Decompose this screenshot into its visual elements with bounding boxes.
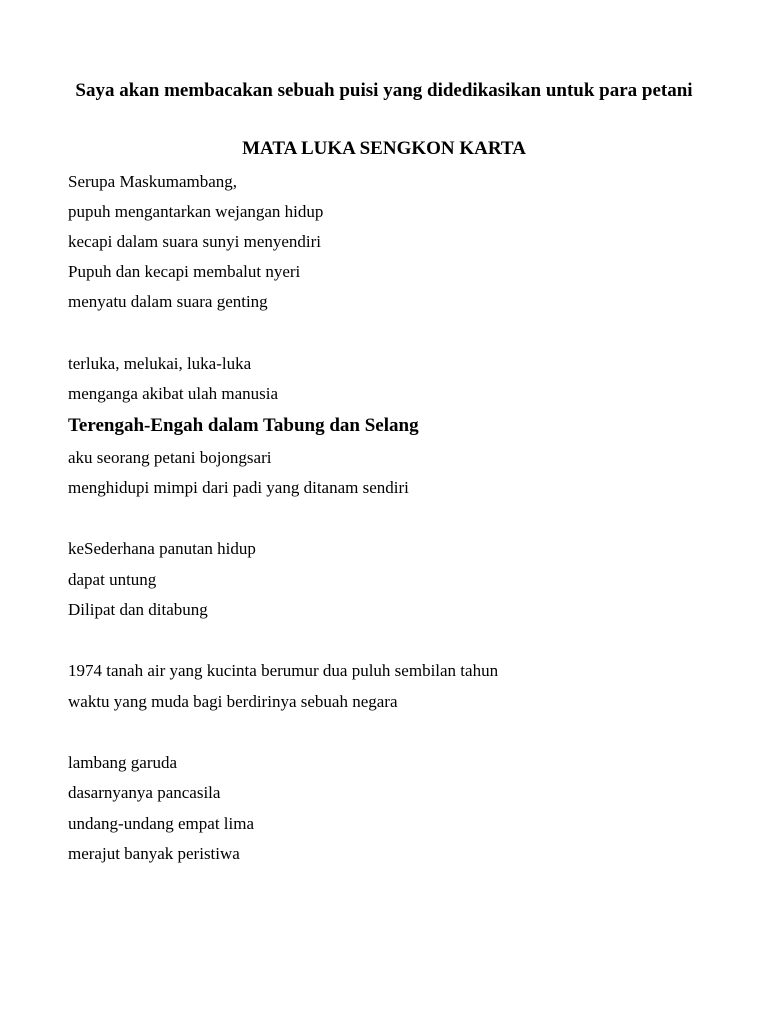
poem-line: waktu yang muda bagi berdirinya sebuah negara [68,692,398,711]
poem-line: menyatu dalam suara genting [68,292,268,311]
poem-line: keSederhana panutan hidup [68,539,256,558]
poem-line: kecapi dalam suara sunyi menyendiri [68,232,322,251]
intro-heading: Saya akan membacakan sebuah puisi yang didedikasikan untuk para petani [75,80,693,101]
poem-subheading: Terengah-Engah dalam Tabung dan Selang [68,415,419,436]
poem-line: lambang garuda [68,753,178,772]
poem-line: 1974 tanah air yang kucinta berumur dua puluh sembilan tahun [68,661,499,680]
poem-line: Serupa Maskumambang, [68,172,238,191]
poem-line: menghidupi mimpi dari padi yang ditanam sendiri [68,478,409,497]
poem-line: Pupuh dan kecapi membalut nyeri [68,262,301,281]
poem-line: pupuh mengantarkan wejangan hidup [68,202,324,221]
poem-line: terluka, melukai, luka-luka [68,354,252,373]
poem-title: MATA LUKA SENGKON KARTA [242,138,526,159]
poem-line: merajut banyak peristiwa [68,844,240,863]
poem-line: menganga akibat ulah manusia [68,384,279,403]
poem-line: undang-undang empat lima [68,814,255,833]
poem-line: Dilipat dan ditabung [68,600,208,619]
poem-line: dasarnyanya pancasila [68,783,221,802]
poem-line: dapat untung [68,570,157,589]
poem-line: aku seorang petani bojongsari [68,448,272,467]
